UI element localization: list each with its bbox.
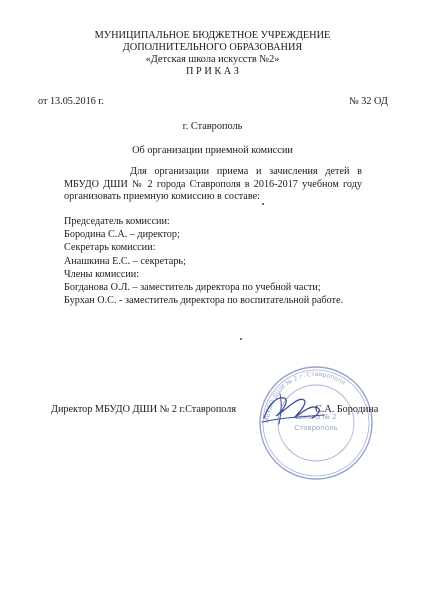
list-item: Секретарь комиссии: <box>64 242 156 254</box>
org-name-line3: «Детская школа искусств №2» <box>145 54 280 65</box>
stamp-ring-text: МБУДО ДШИ № 2 г. Ставрополя <box>263 370 347 424</box>
document-type-title: П Р И К А З <box>186 66 239 77</box>
order-number: № 32 ОД <box>349 96 388 107</box>
org-name-line2: ДОПОЛНИТЕЛЬНОГО ОБРАЗОВАНИЯ <box>122 42 303 53</box>
stamp-center-line2: Ставрополь <box>294 424 338 432</box>
scan-speck <box>240 338 242 340</box>
scan-speck <box>262 203 264 205</box>
list-item: Богданова О.Л. – заместитель директора по учебной части; <box>64 282 321 294</box>
stamp-center-line1: Школа № 2 <box>295 413 337 421</box>
signatory-position: Директор МБУДО ДШИ № 2 г.Ставрополя <box>51 404 237 415</box>
list-item: Анашкина Е.С. – секретарь; <box>64 255 186 267</box>
order-city: г. Ставрополь <box>182 121 243 132</box>
order-paragraph <box>64 166 362 204</box>
list-item: Председатель комиссии: <box>64 216 170 227</box>
list-item: Бородина С.А. – директор; <box>64 229 180 241</box>
list-item: Члены комиссии: <box>64 268 140 280</box>
commission-list <box>64 215 343 307</box>
org-name-line1: МУНИЦИПАЛЬНОЕ БЮДЖЕТНОЕ УЧРЕЖДЕНИЕ <box>94 30 331 41</box>
list-item: Бурхан О.С. - заместитель директора по воспитательной работе. <box>64 295 344 307</box>
order-date: от 13.05.2016 г. <box>38 96 104 107</box>
order-paragraph-text: Для организации приема и зачисления детей в МБУДО ДШИ № 2 города Ставрополя в 2016-2017 учебном году организовать приемную комиссию в составе: <box>64 166 362 202</box>
order-subject: Об организации приемной комиссии <box>132 145 293 156</box>
signatory-name: С.А. Бородина <box>315 404 379 415</box>
